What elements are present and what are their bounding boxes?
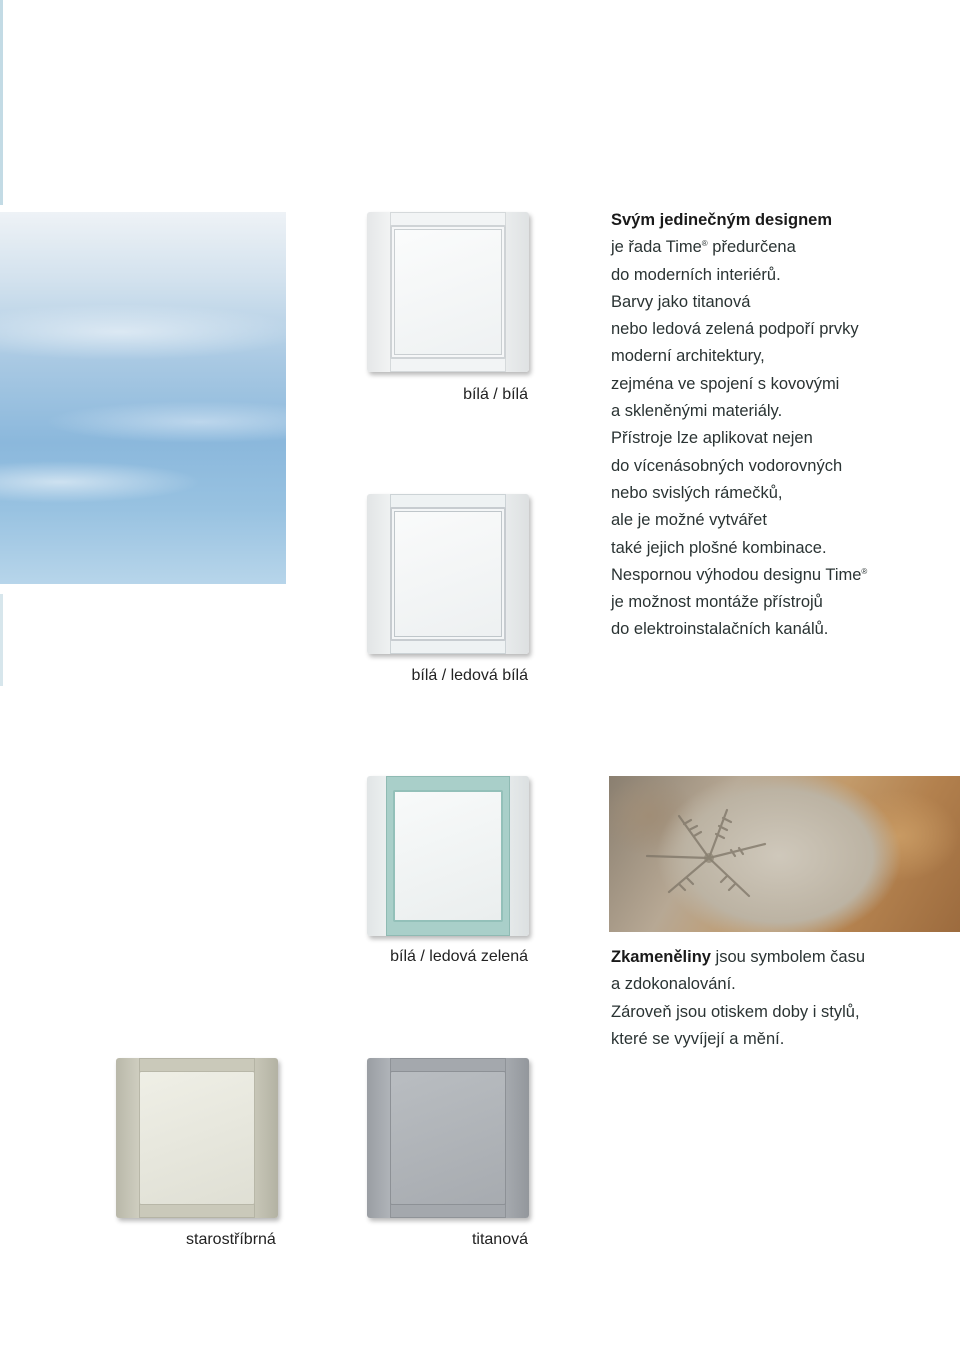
fossil-photo — [609, 776, 960, 932]
caption-white-icegreen: bílá / ledová zelená — [390, 948, 528, 965]
intro-line: ale je možné vytvářet — [611, 511, 767, 530]
switch-white-icewhite — [367, 494, 529, 654]
intro-line: Barvy jako titanová — [611, 292, 751, 311]
intro-line: a skleněnými materiály. — [611, 402, 783, 421]
intro-heading: Svým jedinečným designem — [611, 211, 833, 229]
intro-text — [611, 207, 867, 644]
switch-white-white — [367, 212, 529, 372]
switch-rocker — [393, 790, 503, 921]
fossil-line: a zdokonalování. — [611, 975, 736, 994]
switch-titanium — [367, 1058, 529, 1218]
registered-mark: ® — [701, 239, 708, 249]
fossil-line: jsou symbolem času — [710, 948, 866, 966]
intro-line: nebo ledová zelená podpoří prvky — [611, 320, 859, 339]
registered-mark: ® — [861, 566, 868, 576]
sky-edge-strip — [0, 0, 3, 205]
switch-rocker — [390, 1071, 507, 1205]
fossil-heading: Zkameněliny — [611, 948, 711, 966]
intro-line: zejména ve spojení s kovovými — [611, 374, 840, 393]
intro-line: do moderních interiérů. — [611, 265, 781, 284]
caption-titanium: titanová — [471, 1231, 528, 1248]
intro-line: nebo svislých rámečků, — [611, 483, 783, 502]
intro-line: Nespornou výhodou designu Time — [611, 565, 862, 584]
fossil-imprint-icon — [639, 796, 779, 916]
switch-white-icegreen — [367, 776, 529, 936]
sky-edge-strip-lower — [0, 594, 3, 686]
fossil-text — [611, 944, 865, 1053]
fossil-center — [704, 853, 714, 863]
caption-white-icewhite: bílá / ledová bílá — [411, 667, 528, 684]
switch-rocker — [390, 507, 507, 641]
switch-oldsilver — [116, 1058, 278, 1218]
sky-photo — [0, 212, 286, 584]
caption-oldsilver: starostříbrná — [186, 1231, 276, 1248]
switch-rocker — [139, 1071, 256, 1205]
intro-line: moderní architektury, — [611, 347, 765, 366]
intro-line: také jejich plošné kombinace. — [611, 538, 827, 557]
intro-line: je možnost montáže přístrojů — [611, 593, 823, 612]
caption-white-white: bílá / bílá — [463, 386, 528, 403]
fossil-line: které se vyvíjejí a mění. — [611, 1029, 785, 1048]
intro-line: je řada Time — [611, 238, 702, 257]
intro-line: předurčena — [707, 238, 796, 257]
intro-line: Přístroje lze aplikovat nejen — [611, 429, 813, 448]
intro-line: do elektroinstalačních kanálů. — [611, 620, 829, 639]
fossil-line: Zároveň jsou otiskem doby i stylů, — [611, 1002, 860, 1021]
switch-rocker — [390, 225, 507, 359]
intro-line: do vícenásobných vodorovných — [611, 456, 843, 475]
